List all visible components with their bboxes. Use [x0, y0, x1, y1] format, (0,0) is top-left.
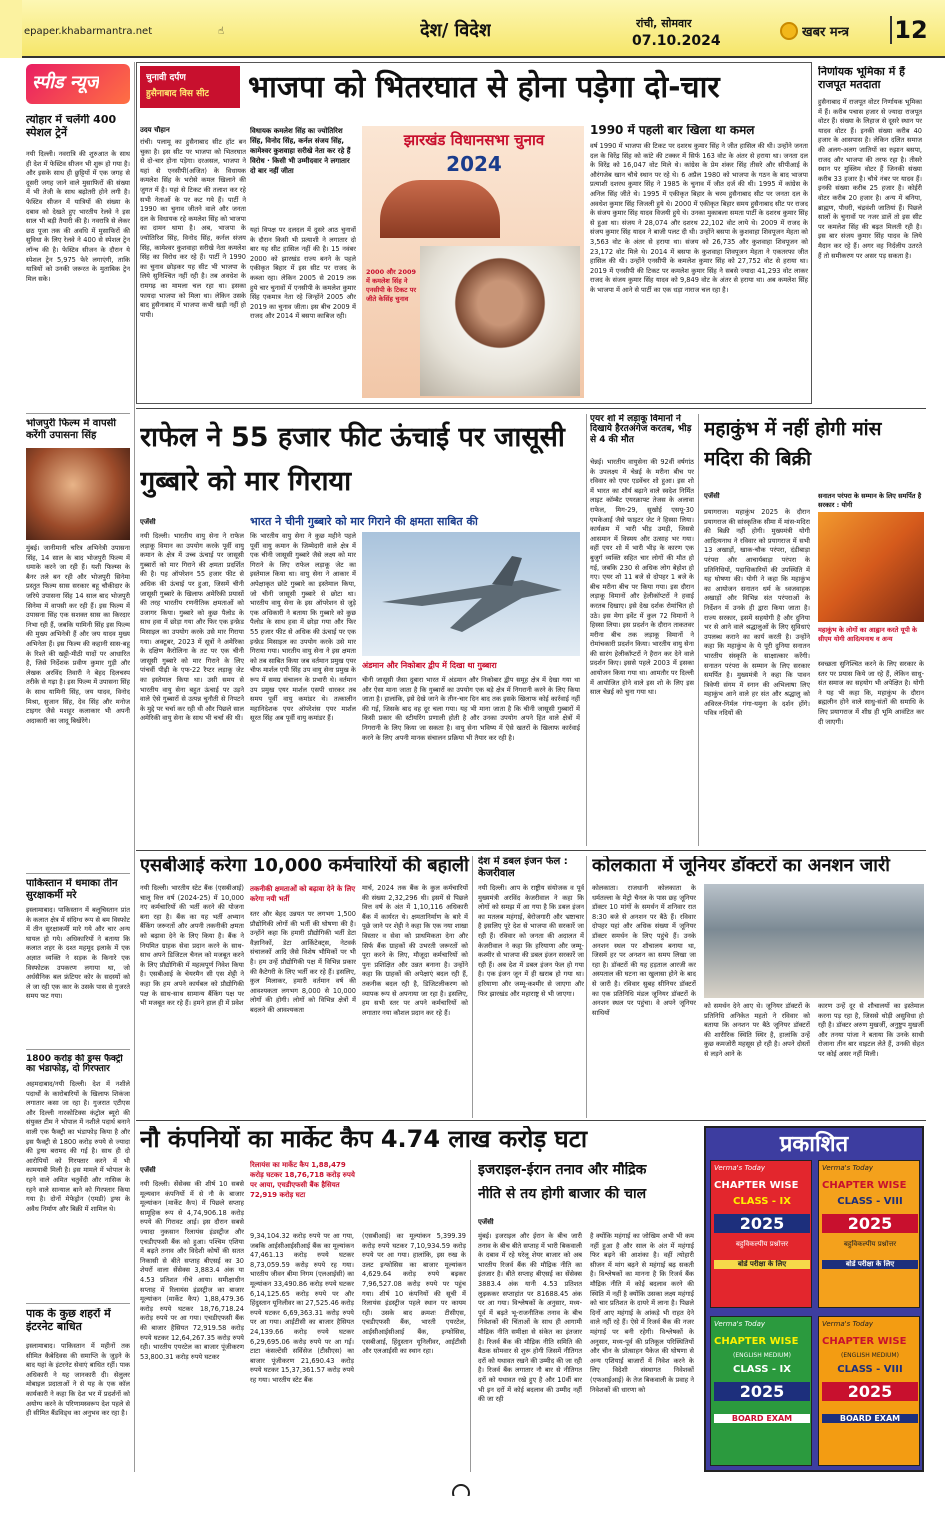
sbi-strap: तकनीकी क्षमताओं को बढ़ावा देने के लिए करेगा नयी भर्ती — [250, 885, 356, 903]
upasana-photo — [26, 448, 130, 540]
prakashit-title: प्रकाशित — [779, 1132, 849, 1157]
epaper-url[interactable]: epaper.khabarmantra.net — [24, 26, 153, 37]
speed-news-title-3: पाकिस्तान में धमाका तीन सुरक्षाकर्मी मरे — [26, 878, 118, 901]
speed-news-body-3: इस्लामाबाद। पाकिस्तान में बलूचिस्तान प्रांत के कलात क्षेत्र में संदिग्ध रूप से बम विस्फोट में तीन सुरक्षाकर्मी मारे गये और चार अन्य घायल हो गये। अधिकारियों ने बताया कि कलात शहर के दश्त महमूद इलाके में एक अज्ञात व्यक्ति ने सड़क के किनारे एक विस्फोटक उपकरण लगाया था, जो अर्धसैनिक बल फ्रंटियर कोर के सदस्यों को ले जा रही एक कार के उसके पास से गुजरते समय फट गया। — [26, 906, 130, 1001]
issue-date: 07.10.2024 — [632, 33, 721, 49]
book-3-title: CHAPTER WISE — [714, 1336, 799, 1347]
rafale-agency: एजेंसी — [140, 518, 156, 526]
book-3-year: 2025 — [714, 1382, 810, 1401]
kolkata-body: कोलकाता। राजधानी कोलकाता के धर्मतल्ला के मेट्रो चैनल के पास छह जूनियर डॉक्टर 10 मांगों के समर्थन में शनिवार रात 8:30 बजे से अनशन पर बैठे हैं। रविवार दोपहर यहां और अधिक संख्या में जूनियर डॉक्टर समर्थन के लिए पहुंचे हैं। उनके अनशन स्थल पर शौचालय बनाया था, जिसमें हर पर अनशन का समय लिखा जा रहा है। डॉक्टरों की यह हड़ताल आरजी कर अस्पताल की घटना का खुलासा होने के बाद से जारी है। रविवार सुबह सीनियर डॉक्टरों का एक प्रतिनिधि मंडल जूनियर डॉक्टरों के अनशन स्थल पर पहुंचा। वे अपने जूनियर साथियों — [592, 884, 696, 1017]
brand-name: खबर मन्त्र — [802, 25, 850, 40]
kumbh-title: महाकुंभ में नहीं होगी मांस मदिरा की बिक्री — [704, 418, 882, 470]
rafale-photo-caption: अंडमान और निकोबार द्वीप में दिखा था गुब्बारा — [362, 661, 497, 670]
book-2-year: 2025 — [822, 1214, 918, 1233]
book-3-class: CLASS - IX — [733, 1364, 791, 1375]
rajput-body: हुसैनाबाद में राजपूत वोटर निर्णायक भूमिका में हैं। करीब पचास हजार से ज्यादा राजपूत वोटर हैं। संख्या के लिहाज से दूसरे स्थान पर यादव वोटर हैं। इनकी संख्या करीब 40 हजार के आसपास है। लेकिन दलित समाज की अलग-अलग जातियों का रुझान बसपा, राजद और भाजपा की तरफ रहा है। तीसरे स्थान पर मुस्लिम वोटर हैं जिनकी संख्या करीब 33 हजार है। चौथे नंबर पर यादव हैं। इनकी संख्या करीब 25 हजार है। कोईरी वोटर करीब 20 हजार है। अन्य में बनिया, ब्राह्मण, पौधरी, चंद्रवंशी जातियां हैं। पिछले सालों के चुनावों पर नजर डालें तो इस सीट पर कमलेश सिंह की बढ़त मिलती रही है। इस बार संजय कुमार सिंह यादव के लिये मैदान कर रहे हैं। अगर वह निर्दलीय उतरते हैं तो समीकरण पर असर पड़ सकता है। — [818, 98, 922, 260]
book-4-series: Verma's Today — [822, 1320, 874, 1328]
top-story-col1: रांची। पलामू का हुसैनाबाद सीट हॉट बन चुका है। इस सीट पर भाजपा को भितरघात से दो-चार होना पड़ेगा। दरअसल, भाजपा ने यहां से एनसीपी(अजित) के विधायक कमलेश सिंह के भरोसे कमल खिलाने की जुगत में है। यहां से टिकट की तलाश कर रहे सभी नेताओं के पर कट गये हैं। पार्टी ने 1990 का चुनाव जीतने वाले और जनता दल के विधायक रहे कमलेश सिंह को भाजपा का दामन थामा है। अब, भाजपा के ज्योतिरिश सिंह, विनोद सिंह, कर्नल संजय सिंह, कामेश्वर कुशवाहा सरीखे नेता कमलेश सिंह का विरोध कर रहे हैं। पार्टी ने 1990 का चुनाव छोड़कर यह सीट भी भाजपा के लिये सुनिश्चित नहीं रही है। तब अवधेश के रामगढ़ का मामला चल रहा था। इसका फायदा भाजपा को मिला था। लेकिन उसके बाद हुसैनाबाद में भाजपा कभी खड़ी नहीं हो पायी। — [140, 138, 246, 319]
footer-bar — [0, 1496, 945, 1517]
speed-news-body-5: इस्लामाबाद। पाकिस्तान में महीनों तक सीमित कैबेदिवस की समाप्ति के जुड़ने के बाद यहां के इंटरनेट सेवाएं बाधित रहीं। पाक अधिकारी ने यह जानकारी दी। सेलुलर मोबाइल प्रदाताओं ने से यह के एक कॉल कार्यकारी ने कहा कि देश भर में प्रदर्शनों को अयोग्य करने के परिणामस्वरूप देश पहले से ही सीमित बैंडविड्थ का अनुभव कर रहा है। — [26, 1342, 130, 1418]
history-title: 1990 में पहली बार खिला था कमल — [590, 124, 755, 137]
sbi-col1: नयी दिल्ली। भारतीय स्टेट बैंक (एसबीआई) चालू वित्त वर्ष (2024-25) में 10,000 नए कर्मचारियों की भर्ती करने की योजना बना रहा है। बैंक का यह भर्ती अभ्यान बैंकिंग जरूरतों और अपनी तकनीकी क्षमता को बढ़ावा देने के लिए किया है। बैंक ने नियमित ग्राहक सेवा प्रदान करने के साथ-साथ अपने डिजिटल चैनल को मजबूत करने के लिए प्रौद्योगिकी में महत्वपूर्ण निवेश किया है। एसबीआई के चेयरमैन सी एस शेट्टी ने कहा कि हम अपने कार्यबल को प्रौद्योगिकी पक्ष के साथ-साथ सामान्य बैंकिंग पक्ष पर भी मजबूत कर रहे हैं। हमने हाल ही में प्रवेश — [140, 884, 244, 1008]
book-3-label: (ENGLISH MEDIUM) — [733, 1352, 791, 1359]
section-title: देश/ विदेश — [420, 20, 492, 41]
speed-news-title-2: भोजपुरी फिल्म में वापसी करेंगी उपासना सिंह — [26, 418, 116, 441]
top-story-kicker-2: हुसैनाबाद विस सीट — [146, 89, 210, 99]
election-graphic-title: झारखंड विधानसभा चुनाव — [403, 131, 545, 149]
speed-news-title-1: त्योहार में चलेंगी 400 स्पेशल ट्रेनें — [26, 114, 117, 139]
yogi-photo — [818, 512, 924, 622]
book-2-title: CHAPTER WISE — [822, 1180, 907, 1191]
rafale-col2: कि भारतीय वायु सेना ने कुछ महीने पहले पूर्वी वायु कमान के जिम्मेदारी वाले क्षेत्र में एक चीनी जासूसी गुब्बारे जैसे लक्ष्य को मार गिराने के लिए राफेल लड़ाकू जेट का इस्तेमाल किया था। वायु सेना ने आकार में अपेक्षाकृत छोटे गुब्बारे का इस्तेमाल किया, जो चीनी जासूसी गुब्बारे से छोटा था। भारतीय वायु सेना के इस ऑपरेशन से जुड़े एक अधिकारी ने बताया कि गुब्बारे को कुछ पैलोड के साथ हवा में छोड़ा गया और फिर 55 हजार फीट से अधिक की ऊंचाई पर एक इन्फ्रेड मिसाइल का उपयोग करके उसे मार गिराया गया। भारतीय वायु सेना ने इस क्षमता को तब साबित किया जब वर्तमान प्रमुख एयर चीफ मार्शल एपी सिंह उप वायु सेना प्रमुख के रूप में समग्र संचालन के प्रभारी थे। वर्तमान उप प्रमुख एयर मार्शल एसपी धारकर तब समय पूर्वी वायु कमांडर थे। तत्कालीन महानिदेशक एयर ऑपरेशंस एयर मार्शल सूरत सिंह अब पूर्वी वायु कमांडर हैं। — [250, 532, 356, 723]
book-1-series: Verma's Today — [714, 1164, 766, 1172]
book-4-title: CHAPTER WISE — [822, 1336, 907, 1347]
rafale-jet-photo — [362, 532, 580, 656]
book-1-tag: बोर्ड परीक्षा के लिए — [714, 1260, 810, 1269]
sbi-col3: मार्च, 2024 तक बैंक के कुल कर्मचारियों की संख्या 2,32,296 थी। इसमें से पिछले वित्त वर्ष के अंत में 1,10,116 अधिकारी बैंक में कार्यरत थे। क्षमतानिर्माण के बारे में पूछे जाने पर शेट्टी ने कहा कि एक नया शाखा विस्तार व सेवा को प्राथमिकता देना और सिर्फ बैंक ग्राहकों की उभरती जरूरतों को पूरा करने के लिए, मौजूदा कर्मचारियों को पुनः प्रशिक्षित और उन्नत बनाना है। उन्होंने कहा कि ग्राहकों की अपेक्षाएं बदल रही हैं, तकनीक बदल रही है, डिजिटलीकरण को व्यापक रूप से अपनाया जा रहा है। इसलिए, हम सभी स्तर पर अपने कर्मचारियों को लगातार नया कौशल प्रदान कर रहे हैं। — [362, 884, 468, 1017]
history-body: वर्ष 1990 में भाजपा की टिकट पर दशरथ कुमार सिंह ने जीत हासिल की थी। उन्होंने जनता दल के विरेंद्र सिंह को कांटे की टक्कर में सिर्फ 163 वोट के अंतर से हराया था। जनता दल के विरेंद्र को 16,047 वोट मिले थे। कांग्रेस के प्रेम शंकर सिंह तीसरे और सीपीआई के औरंगजेब खान चौथे स्थान पर रहे थे। 6 अप्रैल 1980 को भाजपा के गठन के बाद भाजपा प्रत्याशी दशरथ कुमार सिंह ने 1985 के चुनाव में जीत दर्ज की थी। 1995 में कांग्रेस के अनिल सिंह जीते थे। 1995 में एकीकृत बिहार के चरम हुसैनाबाद सीट पर जनता दल के अवधेश कुमार सिंह जिजली हुये थे। 2000 में एकीकृत बिहार समय हुसैनाबाद सीट पर राजद के संजय कुमार सिंह यादव विजयी हुये थे। उनका मुकाबला समता पार्टी के दशरथ कुमार सिंह से हुआ था। संजय ने 28,074 और दशरथ 22,102 वोट लाये थे। 2009 में राजद के संजय कुमार सिंह यादव ने बाजी पलट दी थी। उन्होंने बसपा के कुशवाहा शिवपूजन मेहता को 3,563 वोट के अंतर से हराया था। संजय को 26,735 और कुशवाहा शिवपूजन को 23,172 वोट मिले थे। 2014 में बसपा के कुशवाहा शिवपूजन मेहता ने एकतरफा जीत हासिल की थी। उन्होंने एनसीपी के कमलेश कुमार सिंह को 27,752 वोट से हराया था। 2019 में एनसीपी की टिकट पर कमलेश कुमार सिंह ने सबसे ज्यादा 41,293 वोट लाकर राजद के संजय कुमार सिंह यादव को 9,849 वोट के अंतर से हराया था। अब कमलेश सिंह के भाजपा में आने से पार्टी का एक धड़ा नाराज चल रहा है। — [590, 142, 808, 294]
airshow-body: चेन्नई। भारतीय वायुसेना की 92वीं वर्षगांठ के उपलक्ष्य में चेन्नई के मरीना बीच पर रविवार को एयर एडवेंचर शो हुआ। इस शो में भारत का शौर्य बढ़ाने वाले स्वदेश निर्मित लाइट कॉम्बैट एयरक्राफ्ट तेजस के अलावा राफेल, मिग-29, सुखोई एसयू-30 एमकेआई जैसे फाइटर जेट ने हिस्सा लिया। कार्यक्रम में भारी भीड़ उमड़ी, जिससे आसमान में विस्मय और उत्साह भर गया। वहीं एयर शो में भारी भीड़ के कारण एक बुजुर्ग व्यक्ति सहित चार लोगों की मौत हो गई, जबकि 230 से अधिक लोग बेहोश हो गए। एयर शो 11 बजे से दोपहर 1 बजे के बीच मरीना बीच पर किया गया। इस दौरान लड़ाकू विमानों और हेलीकॉप्टरों ने हवाई करतब दिखाए। इसे देख दर्शक रोमांचित हो उठे। इस मेगा इवेंट में कुल 72 विमानों ने हिस्सा लिया। इस प्रदर्शन के दौरान ताकतवर मरीना बीच तक लड़ाकू विमानों ने रोमांचकारी प्रदर्शन किया। भारतीय वायु सेना की सारंग हेलीकॉप्टरों ने हैरान कर देने वाले प्रदर्शन किए। इससे पहले 2003 में इसका आयोजन किया गया था। आमतौर पर दिल्ली में आयोजित होने वाले इस शो के लिए इस साल चेन्नई को चुना गया था। — [590, 458, 694, 697]
place-day: रांची, सोमवार — [636, 17, 692, 30]
market-agency: एजेंसी — [140, 1166, 156, 1174]
top-story-headline: भाजपा को भितरघात से होना पड़ेगा दो-चार — [248, 70, 720, 105]
rafale-strap: भारत ने चीनी गुब्बारे को मार गिराने की क्षमता साबित की — [250, 515, 478, 528]
israel-title-1: इजराइल-ईरान तनाव और मौद्रिक — [478, 1162, 647, 1178]
book-2-series: Verma's Today — [822, 1164, 874, 1172]
top-story-kicker-1: चुनावी दर्पण — [146, 73, 186, 83]
jet-icon — [362, 532, 580, 656]
kolkata-body3: कारण उन्हें दूर से शौचालयों का इस्तेमाल करना पड़ रहा है, जिससे थोड़ी असुविधा हो रही है। डॉक्टर अरुण मुखर्जी, अनुष्टुप मुखर्जी और तनया पांजा ने बताया कि उनके साथी रोजाना तीन बार वाइटल लेते हैं, उनकी सेहत पर कोई असर नहीं मिली। — [818, 1002, 924, 1058]
masthead-left-strip — [0, 0, 22, 58]
book-1-class: CLASS - IX — [733, 1196, 791, 1207]
doctors-photo — [704, 884, 924, 998]
doubleengine-body: नयी दिल्ली। आप के राष्ट्रीय संयोजक व पूर्व मुख्यमंत्री अरविंद केजरीवाल ने कहा कि लोगों को समझ में आ गया है कि डबल इंजन का मतलब महंगाई, बेरोजगारी और भ्रष्टाचार है इसलिए पूरे देश से भाजपा की सरकारें जा रही हैं। रविवार को जनता की अदालत में केजरीवाल ने कहा कि हरियाणा और जम्मू-कश्मीर से भाजपा की डबल इंजन सरकारें जा रही हैं। अब देश में डबल इंजन फेल हो गया है। एक इंजन जून में ही खराब हो गया था। हरियाणा और जम्मू-कश्मीर से जाएगा और फिर झारखंड और महाराष्ट्र से भी जाएगा। — [478, 884, 584, 998]
israel-agency: एजेंसी — [478, 1218, 494, 1226]
rafale-headline: राफेल ने 55 हजार फीट ऊंचाई पर जासूसी गुब्बारे को मार गिराया — [140, 422, 565, 497]
speed-news-body-4: अहमदाबाद/नयी दिल्ली। देश में नशीले पदार्थों के कारोबारियों के खिलाफ शिकंजा लगातार कसा जा रहा है। गुजरात एटीएस और दिल्ली नारकोटिक्स कंट्रोल ब्यूरो की संयुक्त टीम ने भोपाल में नशीले पदार्थ बनाने वाली एक फैक्ट्री का भंडाफोड़ किया है और इस फैक्ट्री से 1800 करोड़ रुपये से ज्यादा की ड्रग्स बरामद की गई है। साथ ही दो आरोपियों को गिरफ्तार करने में भी कामयाबी मिली है। इस मामले में भोपाल के रहने वाले अमित चतुर्वेदी और नासिक के रहने वाले सान्याल बाने को गिरफ्तार किया गया है। दोनों मेफेड्रोन (एमडी) ड्रग्स के अवैध निर्माण और बिक्री में शामिल थे। — [26, 1080, 130, 1213]
book-2-tag: बोर्ड परीक्षा के लिए — [822, 1260, 918, 1269]
israel-col2: है क्योंकि महंगाई का जोखिम अभी भी कम नहीं हुआ है और साल के अंत में महंगाई फिर बढ़ने की आशंका है। वहीं त्योहारी सीजन में मांग बढ़ने से महंगाई बढ़ सकती है। विश्लेषकों का मानना है कि रिजर्व बैंक मौद्रिक नीति में कोई बदलाव करने की स्थिति में नहीं है क्योंकि उसका लक्ष्य महंगाई को चार प्रतिशत के दायरे में लाना है। पिछले दिनों आए महंगाई के आंकड़े भी राहत देने वाले नहीं रहे हैं। ऐसे में रिजर्व बैंक की नजर महंगाई पर बनी रहेगी। विश्लेषकों के अनुसार, मध्य-पूर्व की प्रतिकूल परिस्थितियों और चीन के प्रोत्साहन पैकेज की घोषणा से अन्य एशियाई बाजारों में निवेश करने के लिए विदेशी संस्थागत निवेशकों (एफआईआई) के तेज बिकवाली के प्रवाह ने निवेशकों की धारणा को — [590, 1232, 694, 1394]
speed-news-body-1: नयी दिल्ली। नवरात्रि की शुरुआत के साथ ही देश में फेस्टिव सीजन भी शुरू हो गया है। और इसके साथ ही छुट्टियों में एक जगह से दूसरी जगह जाने वाले मुसाफिरों की संख्या में भी तेजी के साथ बढ़ोतरी होने लगी है। फेस्टिव सीजन में यात्रियों की संख्या के दबाव को देखते हुए भारतीय रेलवे ने इस साल भी बड़ी तैयारी की है। नवरात्रि से लेकर छठ पूजा तक की अवधि में मुसाफिरों की सुविधा के लिए रेलवे ने 400 से स्पेशल ट्रेन लॉन्च की है। फेस्टिव सीजन के दौरान ये स्पेशल ट्रेन 5,975 फेरे लगाएंगी, ताकि यात्रियों को उनकी जरूरत के मुताबिक ट्रेन मिल सके। — [26, 150, 130, 283]
speed-news-title-5: पाक के कुछ शहरों में इंटरनेट बाधित — [26, 1308, 111, 1333]
book-3-tag: BOARD EXAM — [714, 1414, 810, 1423]
speed-news-title-4: 1800 करोड़ की ड्रग्स फैक्ट्री का भंडाफोड़, दो गिरफ्तार — [26, 1054, 123, 1075]
book-4-year: 2025 — [822, 1382, 918, 1401]
book-3-series: Verma's Today — [714, 1320, 766, 1328]
page-number: 12 — [890, 16, 930, 44]
top-story-col2: यहां विपक्ष पर दलदल में दुसरे आठ चुनावों के दौरान किसी भी प्रत्याशी ने लगातार दो बार यह सीट हासिल नहीं की है। 15 नवंबर 2000 को झारखंड राज्य बनने के पहले एकीकृत बिहार में इस सीट पर राजद के कब्जा रहा। लेकिन 2005 से 2019 तक हुये चार चुनावों में एनसीपी के कमलेश कुमार सिंह एकमात्र नेता रहे जिन्होंने 2005 और 2019 का चुनाव जीता। इस बीच 2009 में राजद और 2014 में बसपा काबिज रही। — [250, 226, 356, 321]
israel-col1: मुंबई। इजराइल और ईरान के बीच जारी तनाव के बीच बीते सप्ताह में भारी बिकवाली के दबाव में रहे घरेलू शेयर बाजार को अब भारतीय रिजर्व बैंक की मौद्रिक नीति का इंतजार है। बीते सप्ताह बीएसई का सेंसेक्स 3883.4 अंक यानी 4.53 प्रतिशत लुढ़ककर सप्ताहांत पर 81688.45 अंक पर आ गया। विश्लेषकों के अनुसार, मध्य-पूर्व में बढ़ते भू-राजनीतिक तनाव के बीच निवेशकों की चिंताओं के साथ ही आगामी मौद्रिक नीति समीक्षा से संकेत का इंतजार है। रिजर्व बैंक की मौद्रिक नीति समिति की बैठक सोमवार से शुरू होगी जिसमें नीतिगत दरों को यथावत रखने की उम्मीद की जा रही है। रिजर्व बैंक लगातार नौ बार से नीतिगत दरों को यथावत रखे हुए है और 10वीं बार भी इन दरों में कोई बदलाव की उम्मीद नहीं की जा रही — [478, 1232, 582, 1404]
sbi-title: एसबीआई करेगा 10,000 कर्मचारियों की बहाली — [140, 856, 469, 876]
market-col1: नयी दिल्ली। सेंसेक्स की शीर्ष 10 सबसे मूल्यवान कंपनियों में से नौ के बाजार मूल्यांकन (मार्केट कैप) में पिछले सप्ताह सामूहिक रूप से 4,74,906.18 करोड़ रुपये की गिरावट आई। इस दौरान सबसे ज्यादा नुकसान रिलायंस इंडस्ट्रीज और एचडीएफसी बैंक को हुआ। पश्चिम एशिया में बढ़ते तनाव और विदेशी कोषों की सतत निकासी से बीते सप्ताह बीएसई का 30 शेयरों वाला सेंसेक्स 3,883.4 अंक या 4.53 प्रतिशत नीचे आया। समीक्षाधीन सप्ताह में रिलायंस इंडस्ट्रीज का बाजार मूल्यांकन (मार्केट कैप) 1,88,479.36 करोड़ रुपये घटकर 18,76,718.24 करोड़ रुपये पर आ गया। एचडीएफसी बैंक की बाजार हैसियत 72,919.58 करोड़ रुपये घटकर 12,64,267.35 करोड़ रुपये रही। भारतीय एयरटेल का बाजार पूंजीकरण 53,800.31 करोड़ रुपये घटकर — [140, 1180, 244, 1361]
top-story-side-quote: विधायक कमलेश सिंह का ज्योतिरिश सिंह, विनोद सिंह, कर्नल संजय सिंह, कामेश्वर कुशवाहा सरीखे नेता कर रहे हैं विरोध · किसी भी उम्मीदवार ने लगातार दो बार नहीं जीता — [250, 127, 351, 175]
election-graphic-year: 2024 — [446, 152, 502, 176]
book-4-class: CLASS - VIII — [837, 1364, 903, 1375]
kamlesh-caption: 2000 और 2009 में कमलेश सिंह ने एनसीपी के टिकट पर जीते केसिंह चुनाव — [366, 268, 417, 303]
airshow-title: एयर शो में लड़ाकू विमानों ने दिखाये हैरतअंगेज करतब, भीड़ से 4 की मौत — [590, 414, 692, 445]
kumbh-caption-top: सनातन परंपरा के सम्मान के लिए समर्पित है सरकार : योगी — [818, 492, 922, 509]
speed-news-label: स्पीड न्यूज — [32, 72, 99, 93]
book-2-class: CLASS - VIII — [837, 1196, 903, 1207]
rafale-col1: नयी दिल्ली। भारतीय वायु सेना ने राफेल लड़ाकू विमान का उपयोग करके पूर्वी वायु कमान के क्षेत्र में उच्च ऊंचाई पर जासूसी गुब्बारों को मार गिराने की क्षमता प्रदर्शित की है। यह ऑपरेशन 55 हजार फीट से अधिक की ऊंचाई पर हुआ, जिसमें चीनी जासूसी गुब्बारे के खिलाफ अमेरिकी प्रयासों की तरह भारतीय रणनीतिक क्षमताओं को उजागर किया। गुब्बारे को कुछ पैलोड के साथ हवा में छोड़ा गया और फिर एक इन्फ्रेड मिसाइल का उपयोग करके उसे मार गिराया गया। अक्टूबर, 2023 में सूत्रों ने अमेरिका के दक्षिण कैरोलिना के तट पर एक चीनी जासूसी गुब्बारे को मार गिराने के लिए पांचवीं पीढ़ी के एफ-22 रैप्टर लड़ाकू जेट का इस्तेमाल किया था। उसी समय से भारतीय वायु सेना बहुत ऊंचाई पर उड़ने वाले ऐसे गुब्बारों से उत्पन्न चुनौती से निपटने के मुद्दे पर चर्चा कर रही थी और पिछले साल अमेरिकी वायु सेना के साथ भी चर्चा की थी। — [140, 532, 244, 723]
kumbh-caption-bottom: महाकुंभ के लोगों का आह्वान करते यूपी के सीएम योगी आदित्यनाथ व अन्य — [818, 626, 918, 643]
book-2-label: बहुविकल्पीय प्रश्नोत्तर — [843, 1240, 897, 1248]
book-1-label: बहुविकल्पीय प्रश्नोत्तर — [735, 1240, 789, 1248]
book-4-label: (ENGLISH MEDIUM) — [841, 1352, 899, 1359]
israel-title-2: नीति से तय होगी बाजार की चाल — [478, 1186, 647, 1202]
cursor-icon: ☝ — [218, 26, 225, 37]
kumbh-body: प्रयागराज। महाकुंभ 2025 के दौरान प्रयागराज की सांस्कृतिक सीमा में मांस-मदिरा की बिक्री नहीं होगी। मुख्यमंत्री योगी आदित्यनाथ ने रविवार को प्रयागराज में सभी 13 अखाड़ों, खाक-चौक परंपरा, दंडीबाड़ा परंपरा और आचार्यबाड़ा परंपरा के प्रतिनिधियों, पदाधिकारियों की उपस्थिति में यह घोषणा की। योगी ने कहा कि महाकुंभ का आयोजन सनातन धर्म के ध्वजवाहक अखाड़ों और विभिन्न संत परंपराओं के निर्देशन में उनके ही द्वारा किया जाता है। राज्य सरकार, इसमें सहयोगी है और दुनिया भर से आने वाले श्रद्धालुओं के लिए सुविधाएं उपलब्ध कराने का कार्य करती है। उन्होंने कहा कि महाकुंभ के ये पूरी दुनिया सनातन भारतीय संस्कृति के साक्षात्कार करेंगी। सनातन परंपरा के सम्मान के लिए सरकार समर्पित है। मुख्यमंत्री ने कहा कि पावन त्रिवेणी संगम में स्नान की अभिलाषा लिए महाकुंभ आने वाले हर संत और श्रद्धालु को अविरल-निर्मल गंगा-यमुना के दर्शन होंगे। पवित्र नदियों की — [704, 508, 810, 718]
kamlesh-photo — [420, 246, 580, 396]
kumbh-agency: एजेंसी — [704, 492, 720, 500]
rafale-col3: चीनी जासूसी जैसा दुबारा भारत में अंडमान और निकोबार द्वीप समूह क्षेत्र में देखा गया था और ऐसा माना जाता है कि गुब्बारों का उपयोग एक बड़े क्षेत्र में निगरानी करने के लिए किया जाता है। हालांकि, इसे देखे जाने के तीन-चार दिन बाद तक इसके खिलाफ कोई कार्रवाई नहीं की गई, जिसके बाद वह दूर चला गया। यह भी माना जाता है कि चीनी जासूसी गुब्बारों में किसी प्रकार की स्टीयरिंग प्रणाली होती है और उनका उपयोग अपने हित वाले क्षेत्रों में निगरानी के लिए किया जा सकता है। वायु सेना भविष्य में ऐसे खतरों के खिलाफ कार्रवाई करने के लिए अपनी मानक संचालन प्रक्रिया भी तैयार कर रही है। — [362, 676, 580, 742]
kumbh-body2: स्वच्छता सुनिश्चित करने के लिए सरकार के स्तर पर प्रयास किये जा रहे हैं, लेकिन साधु-संत समाज का सहयोग भी अपेक्षित है। योगी ने यह भी कहा कि, महाकुंभ के दौरान ब्रह्मलीन होने वाले साधु-संतों की समाधि के लिए प्रयागराज में शीघ्र ही भूमि आवंटित कर दी जाएगी। — [818, 660, 924, 726]
kolkata-body2: को समर्थन देने आए थे। जूनियर डॉक्टरों के प्रतिनिधि अनिकेत महतो ने रविवार को बताया कि अनशन पर बैठे जूनियर डॉक्टरों की शारीरिक स्थिति स्थिर है, हालांकि उन्हें कुछ कमजोरी महसूस हो रही है। अपने दोस्तों से लड़ने आने के — [704, 1002, 810, 1058]
book-1-title: CHAPTER WISE — [714, 1180, 799, 1191]
brand-logo-icon — [780, 22, 798, 40]
book-4-tag: BOARD EXAM — [822, 1414, 918, 1423]
speed-news-body-2: मुंबई। जानीमानी चरित्र अभिनेत्री उपासना सिंह, 14 साल के बाद भोजपुरी फिल्म में धमाके करने जा रही हैं। यशी फिल्म्स के बैनर तले बन रही और भोजपुरी सिनेमा प्रस्तुत फिल्म सास सरकार बहू चौकीदार के जरिये उपासना सिंह 14 साल बाद भोजपुरी सिनेमा में वापसी कर रही हैं। इस फिल्म में उपासना सिंह एक सशक्त सास का किरदार निभा रही हैं, जबकि यामिनी सिंह इस फिल्म की मुख्य अभिनेत्री हैं और जय यादव मुख्य अभिनेता हैं। इस फिल्म की कहानी सास-बहू के रिश्ते की खट्टी-मीठी यादों पर आधारित है, जिसे निर्देशक प्रवीण कुमार गुड़ी और लेखक अरविंद तिवारी ने बेहद दिलचस्प तरीके से गढ़ा है। इस फिल्म में उपासना सिंह के साथ यामिनी सिंह, जय यादव, विनोद मिश्रा, सुजान सिंह, देव सिंह और मनोज टाइगर जैसे मशहूर कलाकार भी अपनी अदाकारी का जादू बिखेरेंगे। — [26, 544, 130, 725]
assembly-building — [380, 180, 500, 238]
top-story-byline: उदय चौहान — [140, 126, 170, 134]
market-title: नौ कंपनियों का मार्केट कैप 4.74 लाख करोड़ घटा — [140, 1126, 588, 1153]
market-col2: 9,34,104.32 करोड़ रुपये पर आ गया, जबकि आईसीआईसीआई बैंक का मूल्यांकन 47,461.13 करोड़ रुपये घटकर 8,73,059.59 करोड़ रुपये रह गया। भारतीय जीवन बीमा निगम (एलआईसी) का मूल्यांकन 33,490.86 करोड़ रुपये घटकर 6,14,125.65 करोड़ रुपये पर और हिंदुस्तान यूनिलीवर का 27,525.46 करोड़ रुपये घटकर 6,69,363.31 करोड़ रुपये पर आ गया। आईटीसी का बाजार हैसियत 24,139.66 करोड़ रुपये घटकर 6,29,695.06 करोड़ रुपये पर आ गई। टाटा कंसल्टेंसी सर्विसेज (टीसीएस) का बाजार पूंजीकरण 21,690.43 करोड़ रुपये घटकर 15,37,361.57 करोड़ रुपये रह गया। भारतीय स्टेट बैंक — [250, 1232, 354, 1384]
book-1-year: 2025 — [714, 1214, 810, 1233]
rajput-title: निर्णायक भूमिका में हैं राजपूत मतदाता — [818, 66, 905, 91]
market-strap: रिलायंस का मार्केट कैप 1,88,479 करोड़ घटकर 18,76,718 करोड़ रुपये पर आया, एचडीएफसी बैंक हैसियत 72,919 करोड़ घटा — [250, 1161, 355, 1199]
market-col3: (एसबीआई) का मूल्यांकन 5,399.39 करोड़ रुपये घटकर 7,10,934.59 करोड़ रुपये पर आ गया। हालांकि, इस रुख के उलट इन्फोसिस का बाजार मूल्यांकन 4,629.64 करोड़ रुपये बढ़कर 7,96,527.08 करोड़ रुपये पर पहुंच गया। शीर्ष 10 कंपनियों की सूची में रिलायंस इंडस्ट्रीज पहले स्थान पर कायम रही। उसके बाद क्रमशः टीसीएस, एचडीएफसी बैंक, भारती एयरटेल, आईसीआईसीआई बैंक, इन्फोसिस, एसबीआई, हिंदुस्तान यूनिलीवर, आईटीसी और एलआईसी का स्थान रहा। — [362, 1232, 466, 1356]
kolkata-title: कोलकाता में जूनियर डॉक्टरों का अनशन जारी — [592, 856, 890, 876]
sbi-col2: स्तर और बेहद उन्नयत पर लगभग 1,500 प्रौद्योगिकी लोगों की भर्ती की घोषणा की है। उन्होंने कहा कि हमारी प्रौद्योगिकी भर्ती डेटा वैज्ञानिकों, डेटा आर्किटेक्ट्स, नेटवर्क संचालकों आदि जैसे विशेष भौमिकों पर भी है। हम उन्हें प्रौद्योगिकी पक्ष में विभिन्न प्रकार की कैटेगरी के लिए भर्ती कर रहे हैं। इसलिए, कुल मिलाकर, हमारी वर्तमान वर्ष की आवश्यकता लगभग 8,000 से 10,000 लोगों की होगी। लोगों को विभिन्न क्षेत्रों में बदलने की आवश्यकता — [250, 910, 356, 1014]
doubleengine-title: देश में डबल इंजन फेल : केजरीवाल — [478, 856, 568, 879]
